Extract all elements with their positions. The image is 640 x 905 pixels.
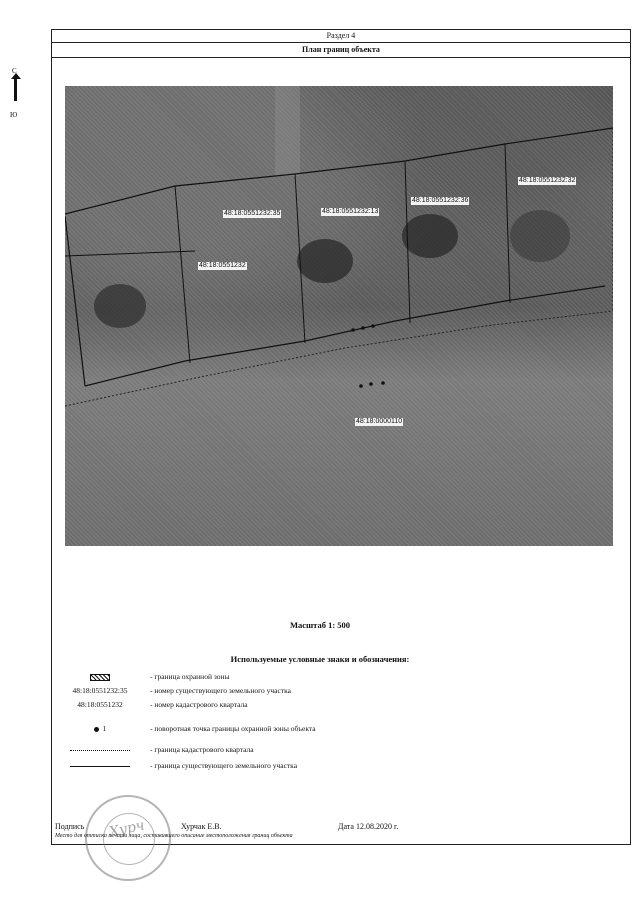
legend-item: - граница существующего земельного участка — [60, 761, 620, 775]
parcel-label: 48:18:0551232:13 — [322, 208, 379, 215]
signature-row — [55, 822, 615, 831]
turning-point-icon — [94, 727, 99, 732]
map-overlay — [65, 86, 613, 546]
dashed-line-icon — [70, 750, 130, 751]
legend-title: Используемые условные знаки и обозначения: — [230, 654, 410, 664]
signature-date: Дата 12.08.2020 г. — [338, 822, 399, 831]
north-arrow-icon — [10, 67, 22, 122]
signature-label: Подпись — [55, 822, 85, 831]
stamp-note: Место для оттиска печати лица, составившего описание местоположения границ объекта — [55, 833, 293, 839]
legend-item: 48:18:0551232:35 - номер существующего земельного участка — [72, 686, 291, 695]
page-title: План границ объекта — [52, 43, 630, 58]
parcel-label: 48:18:0551232:35 — [224, 210, 281, 217]
compass-north-label: С — [12, 67, 17, 75]
compass-south-label: Ю — [10, 111, 18, 119]
legend-item: 48:18:0551232 - номер кадастрового квартала — [77, 700, 248, 709]
satellite-map — [65, 86, 613, 546]
section-header: Раздел 4 — [52, 30, 630, 43]
stamp-seal: Хурч — [85, 795, 171, 881]
quarter-label: 48:18:0551232 — [199, 262, 246, 269]
parcel-label: 48:18:0551232:32 — [519, 177, 576, 184]
parcel-label: 48:18:0551232:36 — [412, 197, 469, 204]
map-scale: Масштаб 1: 500 — [289, 620, 351, 630]
solid-line-icon — [70, 766, 130, 767]
signer-name: Хурчак Е.В. — [181, 822, 222, 831]
quarter-label: 48:18:0000110 — [356, 418, 403, 425]
legend-item: 1 - поворотная точка границы охранной зоны объекта — [60, 724, 620, 738]
zone-boundary-icon — [90, 674, 110, 681]
legend-item: - граница охранной зоны — [60, 672, 620, 686]
legend-item: - граница кадастрового квартала — [60, 745, 620, 759]
